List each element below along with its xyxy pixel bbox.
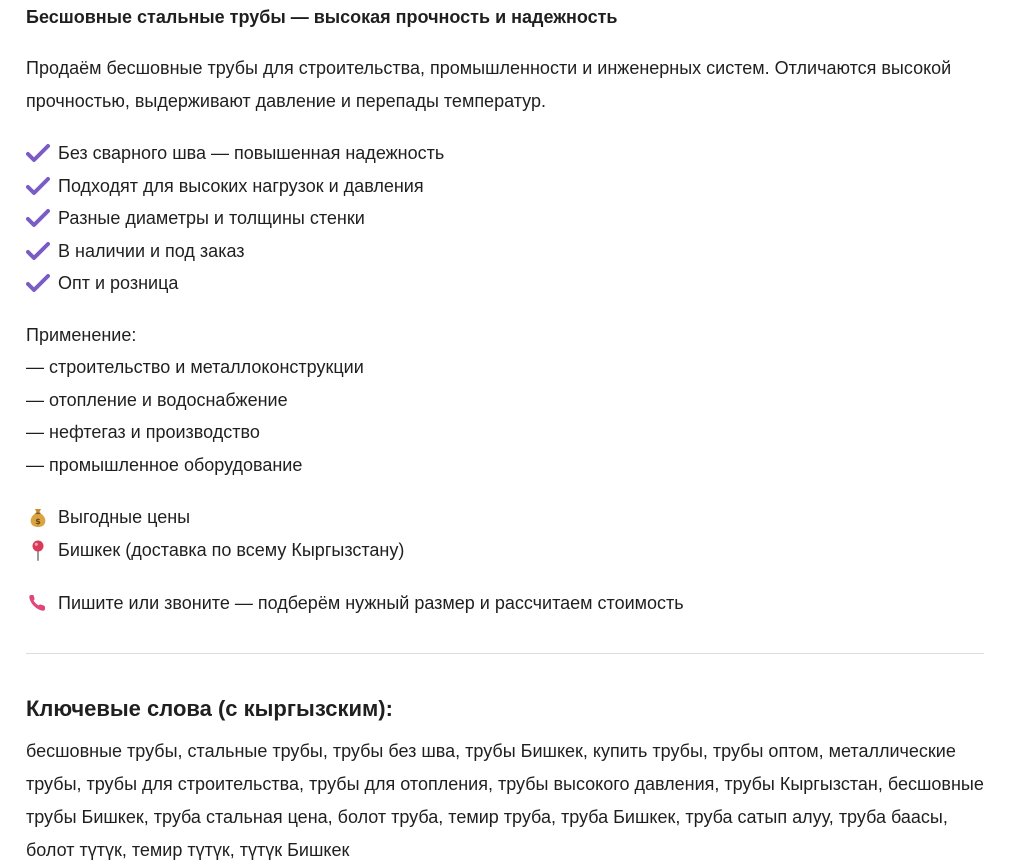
keywords-paragraph: бесшовные трубы, стальные трубы, трубы без шва, трубы Бишкек, купить трубы, трубы оптом, металлические трубы, трубы для строительства, трубы для отопления, трубы высокого давления, трубы Кыргызстан, бесшовные трубы Бишкек, труба стальная цена, болот труба, темир труба, труба Бишкек, труба сатып алуу, труба баасы, болот түтүк, темир түтүк, түтүк Бишкек	[26, 741, 984, 860]
check-mark-icon	[26, 176, 50, 196]
prices-label: Выгодные цены	[58, 507, 191, 527]
feature-label: Разные диаметры и толщины стенки	[58, 208, 365, 228]
round-pushpin-icon	[26, 539, 50, 561]
check-mark-icon	[26, 273, 50, 293]
section-divider	[26, 653, 984, 654]
feature-label: Подходят для высоких нагрузок и давления	[58, 175, 424, 196]
money-bag-icon	[26, 506, 50, 528]
application-item: — отопление и водоснабжение	[26, 389, 288, 410]
telephone-receiver-icon	[26, 592, 50, 614]
feature-label: Опт и розница	[58, 273, 179, 293]
feature-item	[26, 235, 444, 268]
location-item	[26, 534, 404, 567]
location-label: Бишкек (доставка по всему Кыргызстану)	[58, 539, 405, 560]
check-mark-icon	[26, 208, 50, 228]
prices-item	[26, 501, 404, 534]
application-item: — строительство и металлоконструкции	[26, 357, 364, 377]
keywords-heading: Ключевые слова (с кыргызским):	[26, 696, 393, 721]
applications-list	[26, 351, 364, 481]
extras-list	[26, 501, 404, 566]
feature-item	[26, 267, 444, 300]
svg-text:$: $	[35, 517, 41, 527]
feature-item	[26, 170, 444, 203]
feature-list	[26, 137, 444, 300]
check-mark-icon	[26, 143, 50, 163]
application-item: — промышленное оборудование	[26, 454, 303, 475]
application-item: — нефтегаз и производство	[26, 422, 260, 442]
feature-label: В наличии и под заказ	[58, 240, 245, 261]
feature-item	[26, 137, 444, 170]
check-mark-icon	[26, 241, 50, 261]
feature-label: Без сварного шва — повышенная надежность	[58, 143, 445, 163]
contact-text: Пишите или звоните — подберём нужный размер и рассчитаем стоимость	[58, 593, 684, 613]
contact-line	[26, 587, 684, 619]
feature-item	[26, 202, 444, 235]
intro-paragraph: Продаём бесшовные трубы для строительства, промышленности и инженерных систем. Отличаются высокой прочностью, выдерживают давление и перепады температур.	[26, 58, 952, 111]
page-title: Бесшовные стальные трубы — высокая прочность и надежность	[26, 7, 618, 27]
applications-heading: Применение:	[26, 325, 137, 345]
